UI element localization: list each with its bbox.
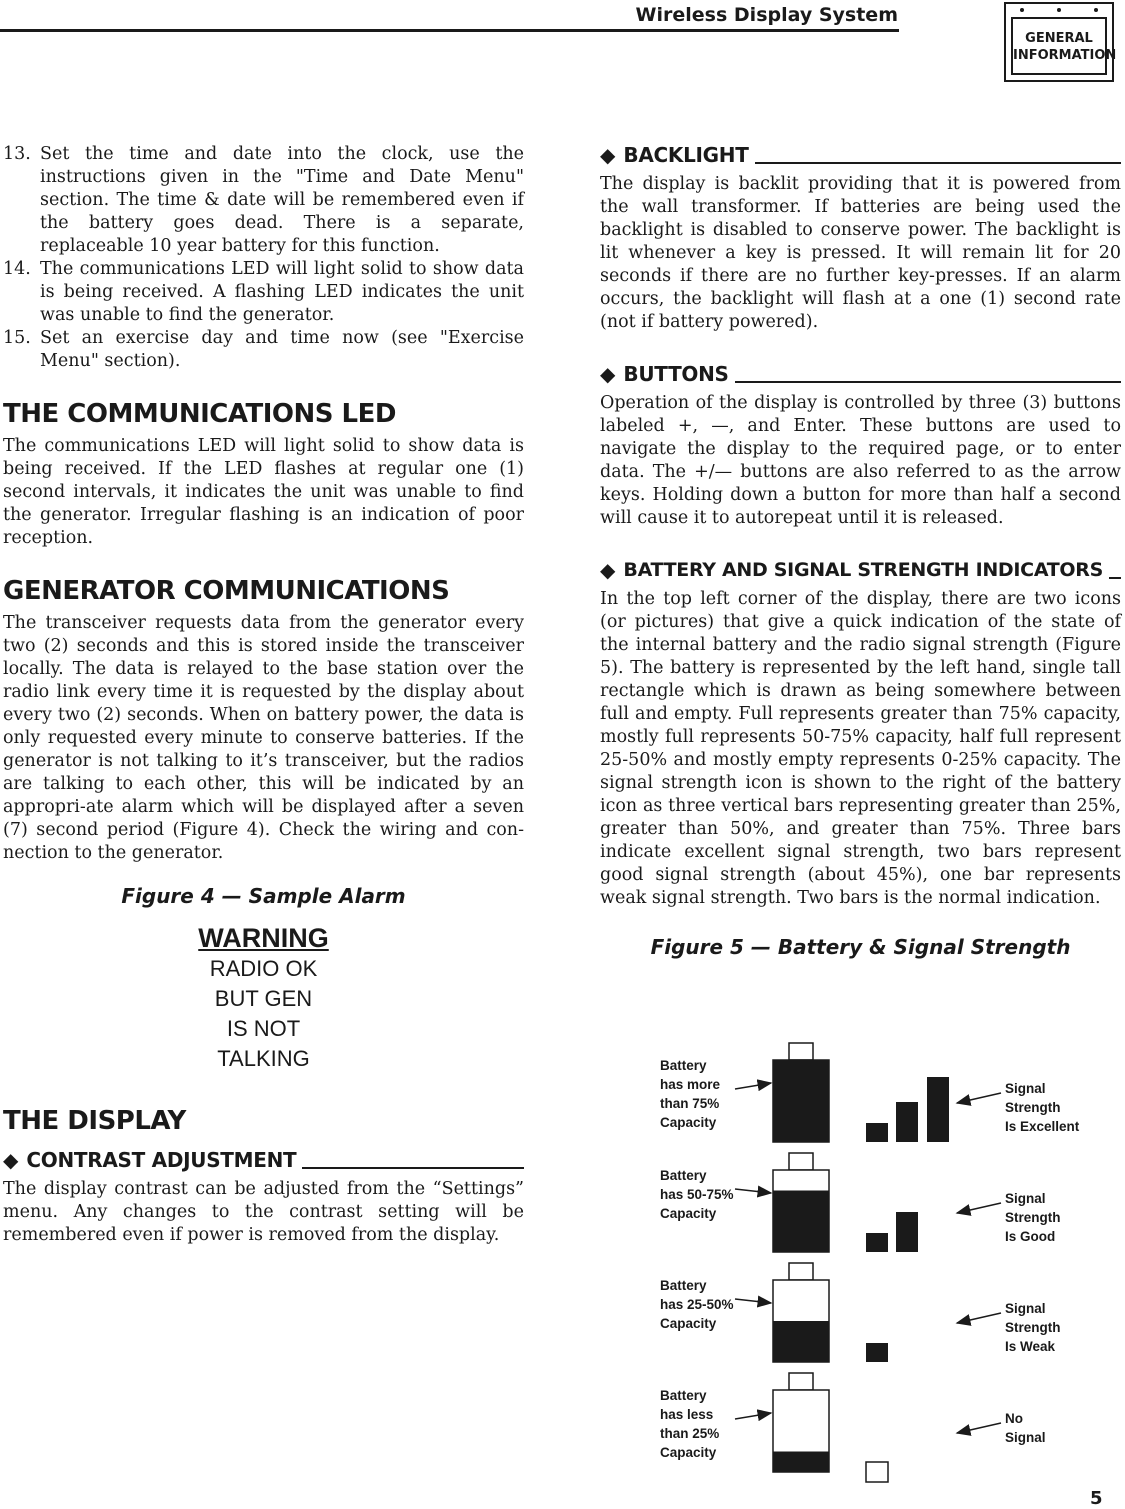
- alarm-line: BUT GEN: [214, 986, 313, 1011]
- alarm-line: RADIO OK: [209, 956, 318, 981]
- signal-bar: [896, 1212, 918, 1252]
- indicators-title: BATTERY AND SIGNAL STRENGTH INDICATORS: [623, 559, 1103, 581]
- step-item: [3, 143, 524, 258]
- battery-terminal: [789, 1153, 813, 1170]
- badge-line-2: INFORMATION: [1013, 48, 1117, 63]
- signal-label-line: Signal: [1005, 1191, 1046, 1206]
- backlight-title: BACKLIGHT: [623, 143, 749, 167]
- sample-alarm: [3, 922, 524, 1074]
- signal-label: [1005, 1411, 1046, 1445]
- battery-body: [773, 1280, 829, 1362]
- step-text: Set the time and date into the clock, use the instructions given in the "Time and Date Menu" section. The time & date will be remembered even if the battery goes dead. There is a separate, replaceable 10 year battery for this function.: [40, 144, 524, 256]
- signal-label-line: No: [1005, 1411, 1023, 1426]
- battery-label: [660, 1388, 719, 1460]
- diamond-bullet-icon: ◆: [600, 143, 616, 167]
- battery-label-line: than 75%: [660, 1096, 720, 1111]
- signal-bar: [896, 1102, 918, 1142]
- diamond-bullet-icon: ◆: [600, 558, 616, 582]
- left-column: [3, 143, 524, 1247]
- header-title: Wireless Display System: [635, 4, 898, 26]
- battery-label: [660, 1278, 734, 1331]
- battery-pointer-arrow: [735, 1083, 771, 1089]
- diamond-bullet-icon: ◆: [600, 362, 616, 386]
- buttons-title: BUTTONS: [623, 362, 729, 386]
- gen-comm-body: The transceiver requests data from the generator every two (2) seconds and this is stored inside the transceiver locally. The data is relayed to the base station over the radio link every time it is requested by the display about every two (2) seconds. When on battery power, the data is only requested every minute to conserve batteries. If the generator is not talking to it’s transceiver, but the radios are talking to each other, this will be indicated by an appropri-ate alarm which will be displayed after a seven (7) second period (Figure 4). Check the wiring and con-nection to the generator.: [3, 613, 524, 863]
- display-heading: THE DISPLAY: [3, 1106, 186, 1136]
- battery-label: [660, 1168, 734, 1221]
- battery-fill: [773, 1321, 829, 1362]
- figure4-caption: Figure 4 — Sample Alarm: [121, 884, 406, 908]
- contrast-body: The display contrast can be adjusted from the “Settings” menu. Any changes to the contrast setting will be remembered even if power is removed from the display.: [3, 1179, 524, 1245]
- battery-label-line: Battery: [660, 1058, 707, 1073]
- page-number: 5: [1090, 1488, 1103, 1509]
- signal-label: [1005, 1301, 1061, 1354]
- alarm-line: TALKING: [217, 1046, 310, 1071]
- signal-label-line: Signal: [1005, 1081, 1046, 1096]
- signal-pointer-arrow: [957, 1203, 1001, 1213]
- battery-label-line: Battery: [660, 1388, 707, 1403]
- badge-frame: [1011, 17, 1117, 75]
- step-item: [3, 327, 524, 373]
- heading-rule: [755, 162, 1121, 164]
- badge-dot: [1094, 8, 1098, 12]
- battery-body: [773, 1060, 829, 1142]
- signal-label-line: Signal: [1005, 1430, 1046, 1445]
- badge-dot: [1020, 8, 1024, 12]
- battery-body: [773, 1390, 829, 1472]
- battery-label-line: has more: [660, 1077, 721, 1092]
- battery-fill: [773, 1452, 829, 1473]
- battery-terminal: [789, 1043, 813, 1060]
- signal-label-line: Is Good: [1005, 1229, 1056, 1244]
- signal-label-line: Is Weak: [1005, 1339, 1056, 1354]
- battery-label-line: Capacity: [660, 1445, 717, 1460]
- step-text: The communications LED will light solid to show data is being received. A flashing LED indicates the unit was unable to find the generator.: [40, 259, 524, 325]
- figure5-caption: Figure 5 — Battery & Signal Strength: [650, 935, 1071, 959]
- badge-dot: [1057, 8, 1061, 12]
- signal-label: [1005, 1081, 1080, 1134]
- signal-label-line: Signal: [1005, 1301, 1046, 1316]
- contrast-title: CONTRAST ADJUSTMENT: [26, 1148, 297, 1172]
- signal-label-line: Strength: [1005, 1210, 1061, 1225]
- heading-rule: [302, 1167, 524, 1169]
- step-number: 15.: [3, 328, 31, 348]
- diamond-bullet-icon: ◆: [3, 1148, 19, 1172]
- battery-label-line: than 25%: [660, 1426, 720, 1441]
- backlight-subheading: [600, 143, 1121, 167]
- battery-label-line: Battery: [660, 1278, 707, 1293]
- signal-bar: [866, 1233, 888, 1252]
- signal-label-line: Strength: [1005, 1320, 1061, 1335]
- step-item: [3, 258, 524, 327]
- signal-bar: [927, 1077, 949, 1142]
- battery-pointer-arrow: [735, 1413, 771, 1419]
- alarm-title: WARNING: [198, 923, 329, 953]
- right-column: [600, 143, 1121, 977]
- signal-bar: [866, 1343, 888, 1362]
- signal-empty-icon: [866, 1462, 888, 1482]
- signal-label: [1005, 1191, 1061, 1244]
- battery-pointer-arrow: [735, 1189, 771, 1193]
- signal-pointer-arrow: [957, 1423, 1001, 1433]
- buttons-subheading: [600, 362, 1121, 386]
- step-number: 14.: [3, 259, 31, 279]
- battery-label-line: has less: [660, 1407, 714, 1422]
- battery-fill: [773, 1060, 829, 1142]
- indicators-subheading: [600, 558, 1121, 582]
- general-information-badge: [1004, 2, 1117, 82]
- contrast-subheading: [3, 1148, 524, 1172]
- signal-label-line: Strength: [1005, 1100, 1061, 1115]
- signal-pointer-arrow: [957, 1313, 1001, 1323]
- battery-label-line: Capacity: [660, 1206, 717, 1221]
- step-text: Set an exercise day and time now (see "Exercise Menu" section).: [40, 328, 524, 371]
- battery-label-line: has 25-50%: [660, 1297, 734, 1312]
- backlight-body: The display is backlit providing that it is powered from the wall transformer. If batteries are being used the backlight is disabled to conserve power. The backlight is lit whenever a key is pressed. It will remain lit for 20 seconds if there are no further key-presses. If an alarm occurs, the backlight will flash at a one (1) second rate (not if battery powered).: [600, 174, 1121, 332]
- signal-pointer-arrow: [957, 1093, 1001, 1103]
- gen-comm-heading: GENERATOR COMMUNICATIONS: [3, 576, 450, 606]
- buttons-body: Operation of the display is controlled by three (3) buttons labeled +, —, and Enter. These buttons are used to navigate the display to the required page, or to enter data. The +/— buttons are also referred to as the arrow keys. Holding down a button for more than half a second will cause it to autorepeat until it is released.: [600, 393, 1121, 528]
- heading-rule: [1109, 577, 1121, 579]
- comm-led-body: The communications LED will light solid to show data is being received. If the LED flashes at regular one (1) second intervals, it indicates the unit was unable to find the generator. Irregular flashing is an indication of poor reception.: [3, 436, 524, 548]
- signal-bar: [866, 1123, 888, 1142]
- header-rule: [0, 29, 899, 32]
- indicators-body: In the top left corner of the display, there are two icons (or pictures) that give a quick indication of the state of the internal battery and the radio signal strength (Figure 5). The battery is represented by the left hand, single tall rectangle which is drawn as being somewhere between full and empty. Full represents greater than 75% capacity, mostly full represents 50-75% capacity, half full represent 25-50% and mostly empty represents 0-25% capacity. The signal strength icon is shown to the right of the battery icon as three vertical bars representing greater than 25%, greater than 50%, and greater than 75%. Three bars indicate excellent signal strength, two bars represent good signal strength (about 45%), one bar represents weak signal strength. Two bars is the normal indication.: [600, 589, 1121, 908]
- battery-label-line: Battery: [660, 1168, 707, 1183]
- battery-label-line: has 50-75%: [660, 1187, 734, 1202]
- badge-line-1: GENERAL: [1025, 31, 1093, 46]
- signal-label-line: Is Excellent: [1005, 1119, 1080, 1134]
- battery-body: [773, 1170, 829, 1252]
- comm-led-heading: THE COMMUNICATIONS LED: [3, 399, 396, 429]
- step-number: 13.: [3, 144, 31, 164]
- battery-terminal: [789, 1373, 813, 1390]
- battery-pointer-arrow: [735, 1299, 771, 1303]
- battery-terminal: [789, 1263, 813, 1280]
- setup-steps: [3, 143, 524, 373]
- battery-label: [660, 1058, 721, 1130]
- battery-fill: [773, 1191, 829, 1253]
- heading-rule: [735, 381, 1121, 383]
- alarm-line: IS NOT: [226, 1016, 301, 1041]
- battery-label-line: Capacity: [660, 1316, 717, 1331]
- battery-label-line: Capacity: [660, 1115, 717, 1130]
